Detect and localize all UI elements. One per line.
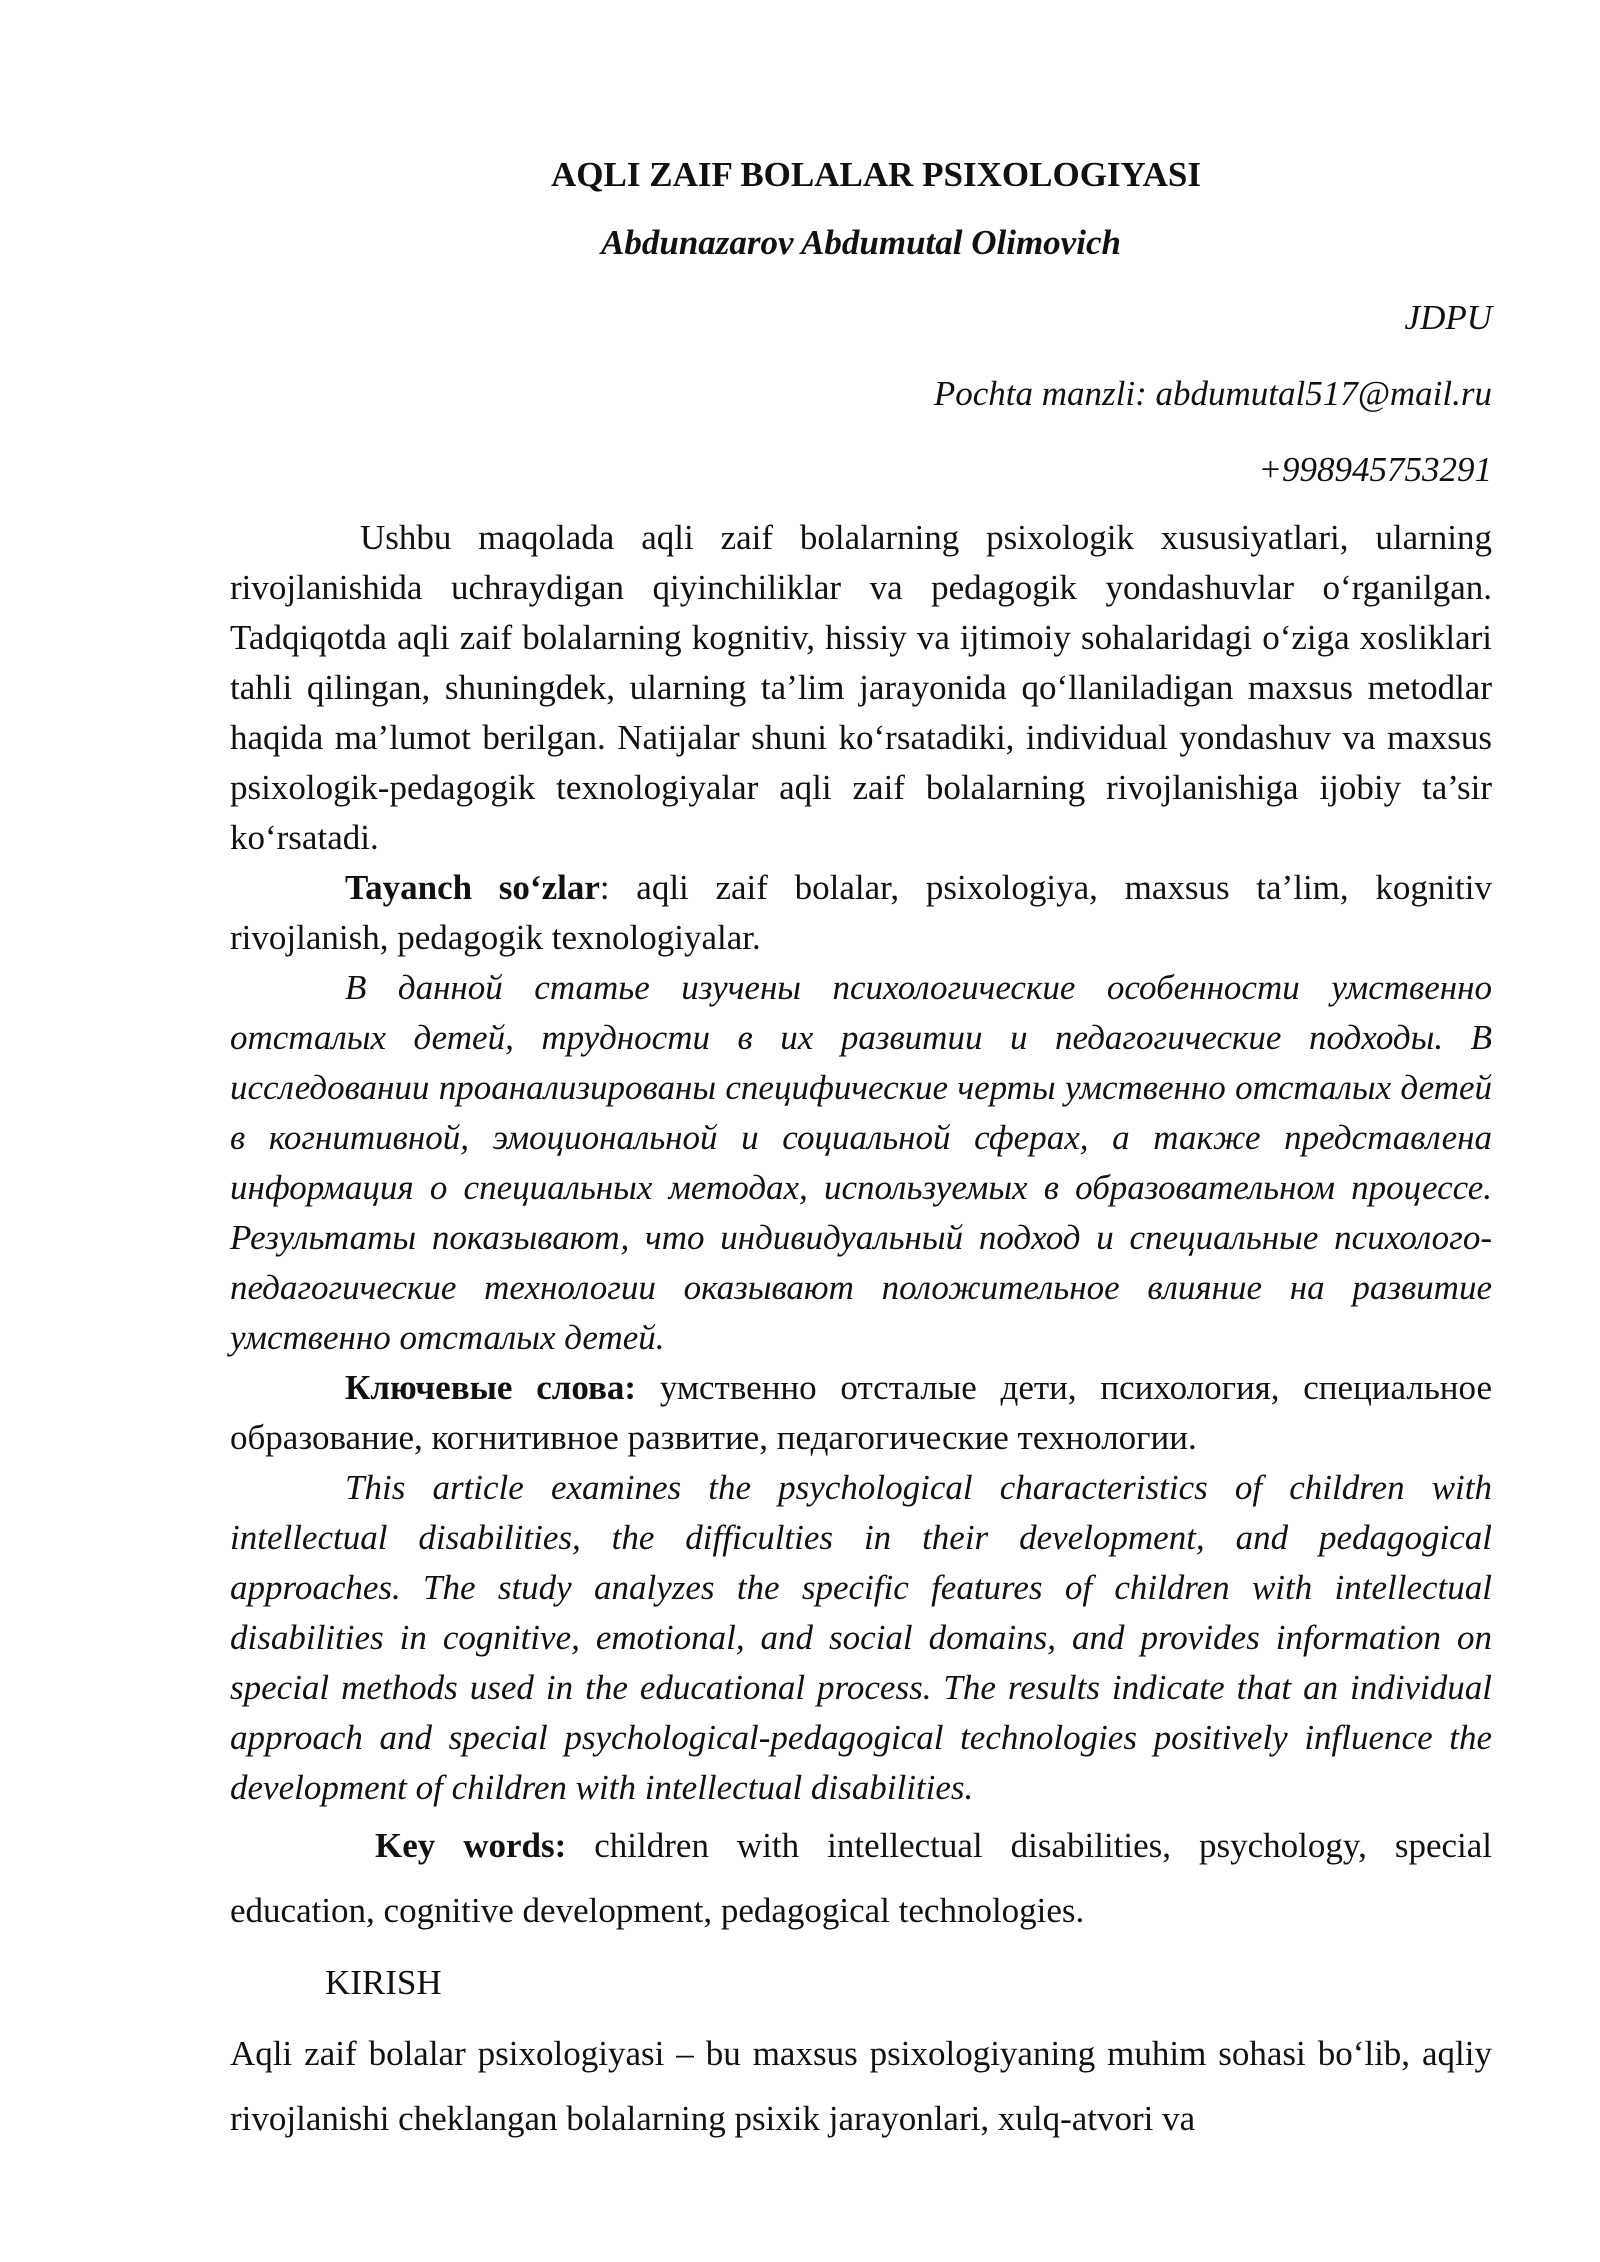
keywords-russian bbox=[230, 1363, 1492, 1463]
keywords-english bbox=[230, 1813, 1492, 1943]
keywords-english-label: Key words: bbox=[375, 1826, 567, 1865]
keywords-russian-label: Ключевые слова: bbox=[345, 1368, 637, 1407]
abstract-russian: В данной статье изучены психологические особенности умственно отсталых детей, трудности в их развитии и педагогические подходы. В исследовании проанализированы специфические черты умственно отсталых детей в когнитивной, эмоциональной и социальной сферах, а также представлена информация о специальных методах, используемых в образовательном процессе. Результаты показывают, что индивидуальный подход и специальные психолого-педагогические технологии оказывают положительное влияние на развитие умственно отсталых детей. bbox=[230, 968, 1492, 1357]
paper-page bbox=[230, 150, 1492, 2151]
affiliation: JDPU bbox=[1404, 298, 1492, 337]
keywords-english-text: children with intellectual disabilities, psychology, special education, cognitive development, pedagogical technologies. bbox=[230, 1826, 1492, 1930]
section-heading-intro: KIRISH bbox=[325, 1963, 442, 2002]
abstract-english: This article examines the psychological characteristics of children with intellectual disabilities, the difficulties in their development, and pedagogical approaches. The study analyzes the specific features of children with intellectual disabilities in cognitive, emotional, and social domains, and provides information on special methods used in the educational process. The results indicate that an individual approach and special psychological-pedagogical technologies positively influence the development of children with intellectual disabilities. bbox=[230, 1468, 1492, 1807]
keywords-uzbek-separator: : bbox=[599, 868, 610, 907]
author-name: Abdunazarov Abdumutal Olimovich bbox=[601, 223, 1121, 262]
keywords-uzbek-label: Tayanch so‘zlar bbox=[345, 868, 600, 907]
paper-title: AQLI ZAIF BOLALAR PSIXOLOGIYASI bbox=[551, 155, 1201, 194]
keywords-russian-text: умственно отсталые дети, психология, специальное образование, когнитивное развитие, педагогические технологии. bbox=[230, 1368, 1492, 1457]
intro-paragraph: Aqli zaif bolalar psixologiyasi – bu maxsus psixologiyaning muhim sohasi bo‘lib, aqliy rivojlanishi cheklangan bolalarning psixik jarayonlari, xulq-atvori va bbox=[230, 2034, 1492, 2138]
keywords-uzbek bbox=[230, 863, 1492, 963]
abstract-uzbek: Ushbu maqolada aqli zaif bolalarning psixologik xususiyatlari, ularning rivojlanishida uchraydigan qiyinchiliklar va pedagogik yondashuvlar o‘rganilgan. Tadqiqotda aqli zaif bolalarning kognitiv, hissiy va ijtimoiy sohalaridagi o‘ziga xosliklari tahli qilingan, shuningdek, ularning ta’lim jarayonida qo‘llaniladigan maxsus metodlar haqida ma’lumot berilgan. Natijalar shuni ko‘rsatadiki, individual yondashuv va maxsus psixologik-pedagogik texnologiyalar aqli zaif bolalarning rivojlanishiga ijobiy ta’sir ko‘rsatadi. bbox=[230, 518, 1492, 857]
keywords-uzbek-text: aqli zaif bolalar, psixologiya, maxsus ta’lim, kognitiv rivojlanish, pedagogik texnologiyalar. bbox=[230, 868, 1493, 957]
email-line: Pochta manzli: abdumutal517@mail.ru bbox=[933, 374, 1492, 413]
phone-number: +998945753291 bbox=[1258, 450, 1492, 489]
